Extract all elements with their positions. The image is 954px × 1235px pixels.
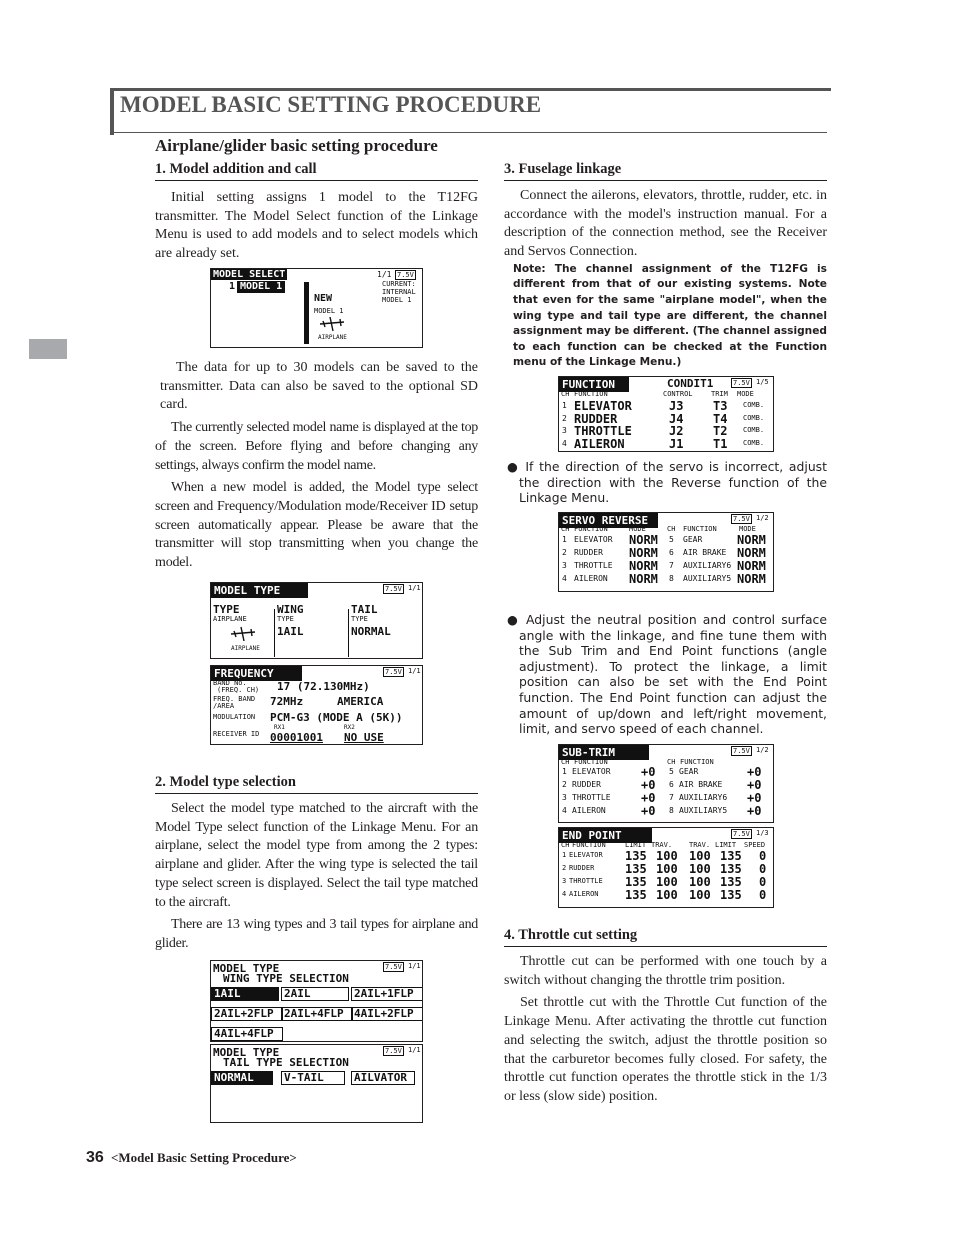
rev-row-function-2: AIR BRAKE — [683, 548, 727, 557]
st-row-value-2: +0 — [747, 778, 762, 792]
title-underline — [113, 132, 827, 133]
divider — [274, 609, 275, 657]
tail-option: AILVATOR — [351, 1071, 415, 1085]
rev-row-function: THROTTLE — [574, 561, 613, 570]
st-row-function-2: AIR BRAKE — [679, 780, 723, 789]
ep-row-limit: 135 — [625, 888, 647, 902]
st-row-function-2: AUXILIARY5 — [679, 806, 728, 815]
modulation-label: MODULATION — [213, 713, 256, 721]
area-label: /AREA — [213, 702, 235, 710]
wing-type-label: TYPE — [277, 615, 294, 623]
left-column — [155, 161, 478, 264]
voltage-badge: 7.5V — [733, 515, 750, 523]
st-row-value-2: +0 — [747, 791, 762, 805]
bullet-reverse: ● If the direction of the servo is incorrect, adjust the direction with the Reverse function of the Linkage Menu. — [507, 459, 827, 506]
model-select-header: MODEL SELECT — [213, 269, 286, 280]
col-ch: CH — [561, 841, 570, 849]
bullet-subtrim: ● Adjust the neutral position and control surface angle with the linkage, and fine tune them with the Sub Trim and End Point functions (angle adjustment). To protect the linkage, a limit position can also be set with the End Point function. The End Point function can adjust the amount of up/down and left/right movement, limit, and servo speed of each channel. — [507, 612, 827, 737]
col-ch: CH — [561, 758, 570, 766]
type-subvalue: AIRPLANE — [231, 645, 260, 652]
scrollbar — [304, 282, 309, 344]
bullet-1-wrap — [504, 459, 827, 506]
type-label: TYPE — [213, 603, 240, 616]
ep-row-ch: 2 — [562, 864, 567, 872]
ep-row-travel-2: 100 — [689, 875, 711, 889]
col-function-2: FUNCTION — [680, 758, 714, 766]
rev-row-ch: 4 — [562, 574, 567, 583]
frequency-page: 1/1 — [408, 667, 421, 675]
fn-row-function: AILERON — [574, 436, 625, 451]
rev-row-mode: NORM — [629, 572, 658, 586]
function-header: FUNCTION — [559, 377, 629, 392]
airplane-icon — [318, 315, 346, 333]
servo-reverse-page: 1/2 — [756, 514, 769, 522]
fn-row-trim: T4 — [713, 411, 728, 426]
preview-type: AIRPLANE — [318, 334, 347, 341]
wing-type-screen — [210, 960, 423, 1042]
ep-row-limit-2: 135 — [720, 888, 742, 902]
col-limit: LIMIT — [625, 841, 647, 849]
preview-model-name: MODEL 1 — [314, 307, 344, 315]
band-value: 17 (72.130MHz) — [277, 680, 370, 693]
col-function: FUNCTION — [572, 841, 606, 849]
model-type-page: 1/1 — [408, 584, 421, 592]
st-row-value-2: +0 — [747, 804, 762, 818]
fn-row-ch: 2 — [562, 413, 567, 423]
rev-row-function-2: AUXILIARY5 — [683, 574, 732, 583]
fn-row-trim: T3 — [713, 399, 728, 413]
voltage-badge: 7.5V — [385, 963, 402, 971]
sub-trim-screen — [558, 744, 774, 823]
modulation-value: PCM-G3 (MODE A (5K)) — [270, 711, 403, 724]
end-point-header: END POINT — [559, 828, 652, 843]
type-value: AIRPLANE — [213, 615, 247, 623]
col-mode-2: MODE — [739, 525, 756, 533]
tail-screen-page: 1/1 — [408, 1046, 421, 1054]
ep-row-ch: 4 — [562, 890, 567, 898]
st-row-function-2: AUXILIARY6 — [679, 793, 728, 802]
wing-label: WING — [277, 603, 304, 616]
model-select-screen — [210, 268, 423, 348]
rx2-value: NO USE — [344, 731, 384, 744]
fn-row-control: J1 — [669, 436, 684, 451]
rev-row-ch: 1 — [562, 535, 567, 544]
st-row-value: +0 — [641, 791, 656, 805]
st-row-ch: 4 — [562, 806, 567, 815]
st-row-value-2: +0 — [747, 765, 762, 779]
ep-row-travel-2: 100 — [689, 849, 711, 863]
fn-row-mode: COMB. — [743, 401, 765, 409]
col-ch: CH — [561, 390, 570, 398]
frequency-screen — [210, 665, 423, 745]
rev-row-ch-2: 6 — [669, 548, 674, 557]
frequency-header: FREQUENCY — [211, 666, 302, 681]
fn-row-ch: 1 — [562, 401, 567, 410]
col-speed: SPEED — [744, 841, 766, 849]
st-row-function: RUDDER — [572, 780, 601, 789]
section-4-paragraph-1: Throttle cut can be performed with one touch by a switch without changing the throttle trim position. — [504, 954, 827, 988]
st-row-value: +0 — [641, 804, 656, 818]
sub-trim-page: 1/2 — [756, 746, 769, 754]
bullet-2-wrap — [504, 612, 827, 737]
col-function: FUNCTION — [574, 758, 608, 766]
tail-value: NORMAL — [351, 625, 391, 638]
st-row-ch: 3 — [562, 793, 567, 802]
rev-row-ch-2: 5 — [669, 535, 674, 544]
col-mode: MODE — [629, 525, 646, 533]
ep-row-function: THROTTLE — [569, 877, 603, 885]
page-title: MODEL BASIC SETTING PROCEDURE — [120, 92, 542, 117]
wing-option: 2AIL+1FLP — [351, 987, 423, 1001]
st-row-function-2: GEAR — [679, 767, 699, 776]
st-row-value: +0 — [641, 778, 656, 792]
ep-row-limit-2: 135 — [720, 862, 742, 876]
tail-type-label: TYPE — [351, 615, 368, 623]
col-control: CONTROL — [663, 390, 693, 398]
rev-row-mode-2: NORM — [737, 572, 766, 586]
ep-row-travel: 100 — [656, 849, 678, 863]
st-row-ch: 2 — [562, 780, 567, 789]
st-row-function: AILERON — [572, 806, 606, 815]
rx2-label: RX2 — [344, 724, 355, 731]
ep-row-limit-2: 135 — [720, 875, 742, 889]
tail-screen-subheader: TAIL TYPE SELECTION — [223, 1056, 349, 1069]
section-2-heading: 2. Model type selection — [155, 774, 478, 794]
fn-row-mode: COMB. — [743, 438, 765, 447]
ep-row-speed: 0 — [759, 849, 767, 863]
col-function: FUNCTION — [574, 525, 608, 533]
rev-row-ch: 3 — [562, 561, 567, 570]
col-ch-2: CH — [667, 525, 676, 533]
section-tab-marker — [29, 339, 67, 359]
col-mode: MODE — [737, 390, 754, 398]
model-type-screen — [210, 582, 423, 659]
receiver-id-label: RECEIVER ID — [213, 730, 260, 738]
band-sublabel: (FREQ. CH) — [217, 686, 260, 694]
page-number: 36 — [86, 1149, 104, 1166]
section-3-paragraph: Connect the ailerons, elevators, throttle, rudder, etc. in accordance with the model's instruction manual. For a description of the connection method, see the Receiver and Servos Connection. — [504, 188, 827, 260]
rev-row-mode: NORM — [629, 533, 658, 547]
rev-row-ch: 2 — [562, 548, 567, 557]
ep-row-speed: 0 — [759, 862, 767, 876]
ep-row-function: AILERON — [569, 890, 599, 898]
tail-screen-header: MODEL TYPE — [213, 1046, 280, 1059]
tail-option: V-TAIL — [281, 1071, 345, 1085]
fn-row-trim: T1 — [713, 436, 728, 451]
current-label: CURRENT: — [382, 280, 416, 288]
rev-row-function-2: GEAR — [683, 535, 703, 544]
wing-option: 2AIL — [281, 987, 349, 1001]
fn-row-control: J2 — [669, 424, 684, 438]
rev-row-function-2: AUXILIARY6 — [683, 561, 732, 570]
ep-row-limit: 135 — [625, 862, 647, 876]
st-row-ch-2: 7 — [669, 793, 674, 802]
fn-row-function: ELEVATOR — [574, 399, 632, 413]
rx1-label: RX1 — [274, 724, 285, 731]
model-number: 1 — [229, 281, 236, 292]
section-1-paragraph-1: Initial setting assigns 1 model to the T12FG transmitter. The Model Select function of the Linkage Menu is used to add models and to select models which are already set. — [155, 190, 478, 262]
section-2-paragraph-1: Select the model type matched to the aircraft with the Model Type select function of the Linkage Menu. For an airplane, select the model type from among the 2 types: airplane and glider. After the wing type is selected the tail type select screen is displayed. Select the tail type matched to the aircraft. — [155, 801, 478, 910]
current-model-name: MODEL 1 — [382, 296, 412, 304]
servo-reverse-header: SERVO REVERSE — [559, 513, 658, 528]
ep-row-function: RUDDER — [569, 864, 595, 872]
section-subtitle: Airplane/glider basic setting procedure — [155, 136, 438, 155]
ep-row-speed: 0 — [759, 875, 767, 889]
wing-screen-page: 1/1 — [408, 962, 421, 970]
tail-type-screen — [210, 1044, 423, 1123]
col-trav-2: TRAV. — [689, 841, 711, 849]
left-column-sec2 — [155, 774, 478, 954]
fn-row-trim: T2 — [713, 424, 728, 438]
rev-row-ch-2: 7 — [669, 561, 674, 570]
ep-row-ch: 3 — [562, 877, 567, 885]
section-1-paragraph-4: When a new model is added, the Model type select screen and Frequency/Modulation mode/Receiver ID setup screen automatically appear. Please be aware that the transmitter will stop transmitting when you change the model. — [155, 480, 478, 571]
section-1-paragraph-2: The data for up to 30 models can be saved to the transmitter. Data can also be saved to the optional SD card. — [160, 360, 478, 413]
ep-row-limit-2: 135 — [720, 849, 742, 863]
section-3-note: Note: The channel assignment of the T12FG is different from that of our existing systems. Note that even for the same "airplane model", when the wing type and tail type are different, the channel assignment may be different. (The channel assigned to each function can be checked at the Function menu of the Linkage Menu.) — [513, 262, 827, 369]
function-page: 1/5 — [756, 378, 769, 386]
rev-row-mode-2: NORM — [737, 559, 766, 573]
col-limit-2: LIMIT — [715, 841, 737, 849]
col-function-2: FUNCTION — [683, 525, 717, 533]
end-point-page: 1/3 — [756, 829, 769, 837]
wing-option-selected: 1AIL — [211, 987, 279, 1001]
model-select-page: 1/1 — [377, 270, 392, 279]
freq-value: 72MHz — [270, 695, 304, 708]
condition-label: CONDIT1 — [667, 377, 714, 390]
ep-row-limit: 135 — [625, 849, 647, 863]
internal-label: INTERNAL — [382, 288, 416, 296]
st-row-function: THROTTLE — [572, 793, 611, 802]
voltage-badge: 7.5V — [385, 585, 402, 593]
right-column-sec4 — [504, 927, 827, 1107]
sub-trim-header: SUB-TRIM — [559, 745, 649, 760]
ep-row-travel: 100 — [656, 875, 678, 889]
rev-row-mode-2: NORM — [737, 546, 766, 560]
st-row-ch-2: 6 — [669, 780, 674, 789]
col-trim: TRIM — [711, 390, 728, 398]
model-type-header: MODEL TYPE — [211, 583, 308, 598]
st-row-function: ELEVATOR — [572, 767, 611, 776]
col-ch-2: CH — [667, 758, 676, 766]
fn-row-mode: COMB. — [743, 426, 765, 434]
voltage-badge: 7.5V — [733, 747, 750, 755]
rev-row-mode-2: NORM — [737, 533, 766, 547]
model-list-item-selected: MODEL 1 — [237, 281, 285, 293]
col-trav: TRAV. — [651, 841, 673, 849]
st-row-ch: 1 — [562, 767, 567, 776]
ep-row-speed: 0 — [759, 888, 767, 902]
fn-row-ch: 3 — [562, 426, 567, 435]
right-column — [504, 161, 827, 371]
left-column-cont — [155, 359, 478, 573]
st-row-ch-2: 8 — [669, 806, 674, 815]
end-point-screen — [558, 827, 774, 908]
voltage-badge: 7.5V — [397, 271, 414, 279]
ep-row-travel-2: 100 — [689, 862, 711, 876]
voltage-badge: 7.5V — [385, 1047, 402, 1055]
wing-option: 4AIL+4FLP — [211, 1027, 283, 1041]
rev-row-function: AILERON — [574, 574, 608, 583]
divider — [348, 609, 349, 657]
st-row-value: +0 — [641, 765, 656, 779]
rx1-value: 00001001 — [270, 731, 323, 744]
new-model-button: NEW — [314, 293, 333, 304]
fn-row-control: J3 — [669, 399, 684, 413]
area-value: AMERICA — [337, 695, 384, 708]
ep-row-travel: 100 — [656, 888, 678, 902]
freq-band-label: FREQ. BAND — [213, 695, 256, 703]
wing-option: 4AIL+2FLP — [351, 1007, 423, 1021]
function-screen — [558, 376, 774, 452]
col-ch: CH — [561, 525, 570, 533]
servo-reverse-screen — [558, 512, 774, 592]
rev-row-mode: NORM — [629, 546, 658, 560]
voltage-badge: 7.5V — [385, 668, 402, 676]
section-1-paragraph-3: The currently selected model name is displayed at the top of the screen. Before flying and before changing any settings, always confirm the model name. — [155, 420, 478, 473]
rev-row-function: RUDDER — [574, 548, 603, 557]
rev-row-function: ELEVATOR — [574, 535, 613, 544]
ep-row-limit: 135 — [625, 875, 647, 889]
footer-section-name: <Model Basic Setting Procedure> — [111, 1150, 297, 1165]
wing-option: 2AIL+2FLP — [211, 1007, 283, 1021]
col-function: FUNCTION — [574, 390, 608, 398]
fn-row-control: J4 — [669, 411, 684, 426]
st-row-ch-2: 5 — [669, 767, 674, 776]
tail-option-selected: NORMAL — [211, 1071, 273, 1085]
airplane-icon — [229, 625, 257, 643]
tail-label: TAIL — [351, 603, 378, 616]
section-4-paragraph-2: Set throttle cut with the Throttle Cut function of the Linkage Menu. After activating the throttle cut function and selecting the switch, adjust the throttle position so that the carburetor becomes fully closed. For safety, the throttle cut function operates the throttle stick in the 1/3 or less (slow side) position. — [504, 995, 827, 1104]
rev-row-ch-2: 8 — [669, 574, 674, 583]
section-1-heading: 1. Model addition and call — [155, 161, 478, 181]
rev-row-mode: NORM — [629, 559, 658, 573]
voltage-badge: 7.5V — [733, 830, 750, 838]
wing-screen-subheader: WING TYPE SELECTION — [223, 972, 349, 985]
fn-row-function: THROTTLE — [574, 424, 632, 438]
wing-screen-header: MODEL TYPE — [213, 962, 280, 975]
fn-row-ch: 4 — [562, 438, 567, 448]
ep-row-ch: 1 — [562, 851, 567, 859]
section-2-paragraph-2: There are 13 wing types and 3 tail types for airplane and glider. — [155, 917, 478, 951]
ep-row-travel-2: 100 — [689, 888, 711, 902]
section-3-heading: 3. Fuselage linkage — [504, 161, 827, 181]
ep-row-function: ELEVATOR — [569, 851, 603, 859]
section-4-heading: 4. Throttle cut setting — [504, 927, 827, 947]
voltage-badge: 7.5V — [733, 379, 750, 387]
fn-row-function: RUDDER — [574, 411, 618, 426]
wing-option: 2AIL+4FLP — [281, 1007, 353, 1021]
fn-row-mode: COMB. — [743, 413, 765, 422]
wing-value: 1AIL — [277, 625, 304, 638]
ep-row-travel: 100 — [656, 862, 678, 876]
band-label: BAND No. — [213, 679, 247, 687]
